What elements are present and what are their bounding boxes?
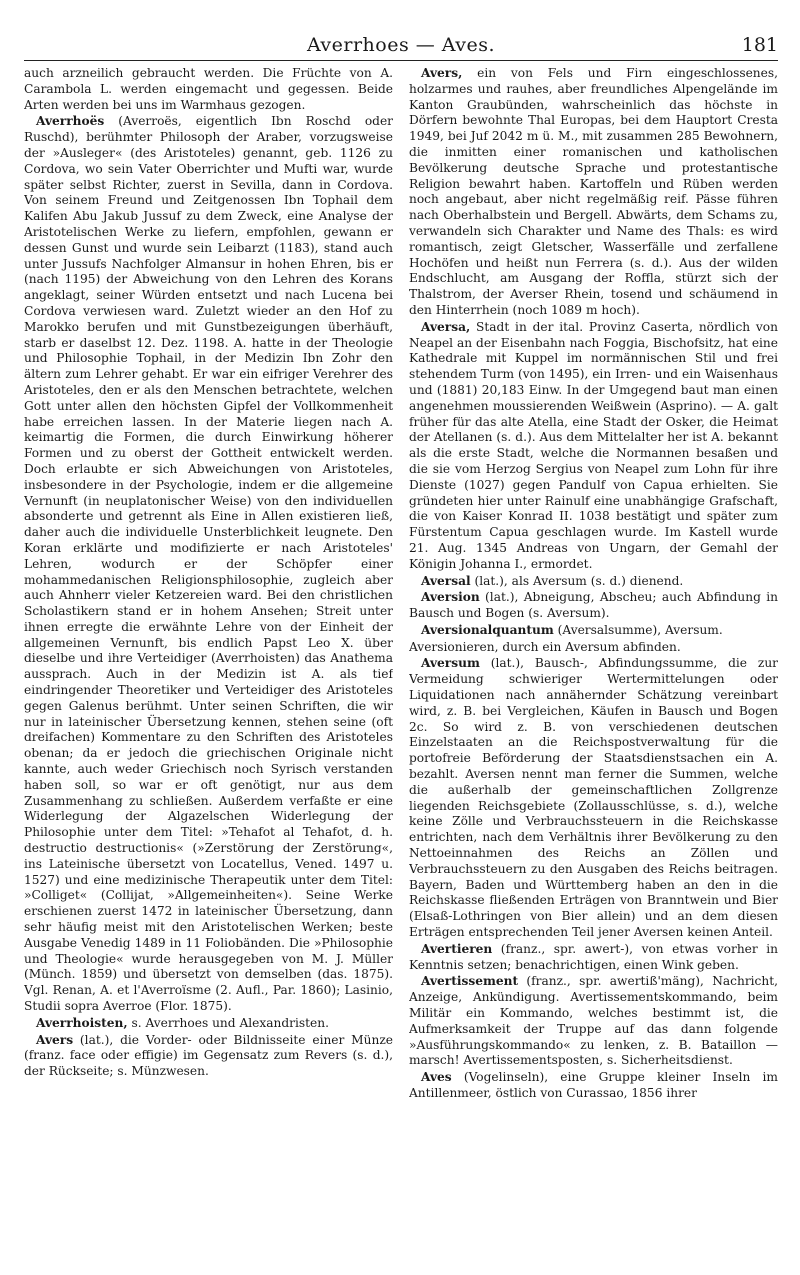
entry-headword: Aversion: [421, 590, 480, 605]
entry-text: Stadt in der ital. Provinz Caserta, nördlich von Neapel an der Eisenbahn nach Foggia, Bischofsitz, hat eine Kathedrale mit Kuppel im normännischen Stil und frei stehendem Turm (von 1495), ein Irren- und ein Waisenhaus und (1881) 20,183 Einw. In der Umgegend baut man einen angenehmen moussierenden Weißwein (Asprino). — A. galt früher für das alte Atella, eine Stadt der Osker, die Heimat der Atellanen (s. d.). Aus dem Mittelalter her ist A. bekannt als die erste Stadt, welche die Normannen besaßen und die sie vom Herzog Sergius von Neapel zum Lohn für ihre Dienste (1027) gegen Pandulf von Capua erhielten. Sie gründeten hier unter Rainulf eine unabhängige Grafschaft, die von Kaiser Konrad II. 1038 bestätigt und später zum Fürstentum Capua geschlagen wurde. Im Kastell wurde 21. Aug. 1345 Andreas von Ungarn, der Gemahl der Königin Johanna I., ermordet.: [409, 319, 778, 571]
page-number: 181: [741, 34, 778, 56]
entry-text: (lat.), als Aversum (s. d.) dienend.: [470, 573, 684, 588]
dictionary-entry: [409, 66, 778, 319]
dictionary-entry: [24, 1016, 393, 1032]
dictionary-entry: [409, 942, 778, 974]
running-header: [24, 30, 778, 61]
entry-text: (lat.), Bausch-, Abfindungssumme, die zur Vermeidung schwieriger Wertermittelungen oder Liquidationen nach annähernder Schätzung vereinbart wird, z. B. bei Vergleichen, Käufen in Bausch und Bogen 2c. So wird z. B. von verschiedenen deutschen Einzelstaaten an die Reichspostverwaltung für die portofreie Beförderung der Staatsdienstsachen ein A. bezahlt. Aversen nennt man ferner die Summen, welche die außerhalb der gemeinschaftlichen Zollgrenze liegenden Reichsgebiete (Zollausschlüsse, s. d.), welche keine Zölle und Verbrauchssteuern in die Reichskasse entrichten, nach dem Verhältnis ihrer Bevölkerung zu den Nettoeinnahmen des Reichs an Zöllen und Verbrauchssteuern zu den Ausgaben des Reichs beitragen. Bayern, Baden und Württemberg haben an den in die Reichskasse fließenden Erträgen von Branntwein und Bier (Elsaß-Lothringen von Bier allein) und an dem diesen Erträgen entsprechenden Teil jener Aversen keinen Anteil.: [409, 656, 778, 940]
entry-headword: Aversal: [421, 573, 471, 588]
entry-headword: Avers,: [421, 66, 463, 80]
dictionary-entry: [409, 574, 778, 590]
entry-text: (Aversalsumme), Aversum.: [553, 622, 723, 637]
dictionary-entry: [24, 114, 393, 1014]
entry-headword: Avertissement: [421, 974, 519, 989]
entry-text: (franz., spr. awert-), von etwas vorher in Kenntnis setzen; benachrichtigen, einen Wink geben.: [409, 941, 778, 972]
dictionary-entry: [409, 640, 778, 656]
entry-headword: Aves: [421, 1070, 452, 1085]
entry-text: (lat.), die Vorder- oder Bildnisseite einer Münze (franz. face oder effigie) im Gegensatz zum Revers (s. d.), der Rückseite; s. Münzwesen.: [24, 1032, 393, 1079]
running-title: Averrhoes — Aves.: [306, 34, 496, 56]
entry-text: auch arzneilich gebraucht werden. Die Früchte von A. Carambola L. werden eingemacht und gegessen. Beide Arten werden bei uns im Warmhaus gezogen.: [24, 66, 393, 112]
dictionary-entry: [409, 974, 778, 1069]
entry-text: (franz., spr. awertiß'mäng), Nachricht, Anzeige, Ankündigung. Avertissementskommando, beim Militär ein Kommando, welches bestimmt ist, die Aufmerksamkeit der Truppe auf das dann folgende »Ausführungskommando« zu lenken, z. B. Bataillon — marsch! Avertissementsposten, s. Sicherheitsdienst.: [409, 974, 778, 1068]
dictionary-entry: [409, 656, 778, 940]
entry-headword: Aversionalquantum: [421, 622, 554, 637]
entry-headword: Avertieren: [421, 941, 493, 956]
entry-headword: Averrhoisten,: [36, 1015, 128, 1030]
entry-text: (lat.), Abneigung, Abscheu; auch Abfindung in Bausch und Bogen (s. Aversum).: [409, 590, 778, 621]
dictionary-entry: [409, 623, 778, 639]
entry-headword: Averrhoës: [36, 114, 105, 129]
dictionary-entry: [24, 1033, 393, 1080]
entry-headword: Aversa,: [421, 319, 471, 334]
entry-text: (Averroës, eigentlich Ibn Roschd oder Ruschd), berühmter Philosoph der Araber, vorzugsweise der »Ausleger« (des Aristoteles) genannt, geb. 1126 zu Cordova, wo sein Vater Oberrichter und Mufti war, wurde später selbst Richter, zuerst in Sevilla, dann in Cordova. Von seinem Freund und Zeitgenossen Ibn Tophail dem Kalifen Abu Jakub Jussuf zu dem Zweck, eine Analyse der Aristotelischen Werke zu liefern, empfohlen, gewann er dessen Gunst und wurde sein Leibarzt (1183), stand auch unter Jussufs Nachfolger Almansur in hohen Ehren, bis er (nach 1195) der Abweichung von den Lehren des Korans angeklagt, seiner Würden entsetzt und nach Lucena bei Cordova verwiesen ward. Zuletzt wieder an den Hof zu Marokko berufen und mit Gunstbezeigungen überhäuft, starb er daselbst 12. Dez. 1198. A. hatte in der Theologie und Philosophie Tophail, in der Medizin Ibn Zohr den ältern zum Lehrer gehabt. Er war ein eifriger Verehrer des Aristoteles, den er als den Menschen betrachtete, welchen Gott unter allen den höchsten Gipfel der Vollkommenheit habe erreichen lassen. In der Materie liegen nach A. keimartig die Formen, die durch Einwirkung höherer Formen und zu oberst der Gottheit entwickelt werden. Doch erlaubte er sich Abweichungen von Aristoteles, insbesondere in der Psychologie, indem er die allgemeine Vernunft (in neuplatonischer Weise) von den individuellen absonderte und getrennt als Eine in Allen existieren ließ, daher auch die individuelle Unsterblichkeit leugnete. Den Koran erklärte und modifizierte er nach Aristoteles' Lehren, wodurch er der Schöpfer einer mohammedanischen Religionsphilosophie, zugleich aber auch Ahnherr vieler Ketzereien ward. Bei den christlichen Scholastikern stand er in hohem Ansehen; Streit unter ihnen erregte die erwähnte Lehre von der Einheit der allgemeinen Vernunft, bis endlich Papst Leo X. über dieselbe und ihre Verteidiger (Averrhoisten) das Anathema aussprach. Auch in der Medizin ist A. als tief eindringender Theoretiker und Verteidiger des Aristoteles gegen Galenus berühmt. Unter seinen Schriften, die wir nur in lateinischer Übersetzung kennen, stehen seine (oft dreifachen) Kommentare zu den Schriften des Aristoteles obenan; da er jedoch die griechischen Originale nicht kannte, auch weder Griechisch noch Syrisch verstanden haben soll, so war er oft genötigt, nur aus dem Zusammenhang zu schließen. Außerdem verfaßte er eine Widerlegung der Algazelschen Widerlegung der Philosophie unter dem Titel: »Tehafot al Tehafot, d. h. destructio destructionis« (»Zerstörung der Zerstörung«, ins Lateinische übersetzt von Locatellus, Vened. 1497 u. 1527) und eine medizinische Therapeutik unter dem Titel: »Colliget« (Collijat, »Allgemeinheiten«). Seine Werke erschienen zuerst 1472 in lateinischer Übersetzung, dann sehr häufig meist mit den Aristotelischen Werken; beste Ausgabe Venedig 1489 in 11 Foliobänden. Die »Philosophie und Theologie« wurde herausgegeben von M. J. Müller (Münch. 1859) und übersetzt von demselben (das. 1875). Vgl. Renan, A. et l'Averroïsme (2. Aufl., Par. 1860); Lasinio, Studii sopra Averroe (Flor. 1875).: [24, 114, 393, 1014]
right-column: [409, 66, 778, 1265]
text-columns: [24, 66, 778, 1265]
entry-text: s. Averrhoes und Alexandristen.: [127, 1015, 329, 1030]
left-column: [24, 66, 393, 1265]
dictionary-entry: [24, 66, 393, 113]
dictionary-entry: [409, 590, 778, 622]
entry-text: (Vogelinseln), eine Gruppe kleiner Inseln im Antillenmeer, östlich von Curassao, 1856 ihrer: [409, 1070, 778, 1100]
dictionary-entry: [409, 1070, 778, 1102]
entry-text: ein von Fels und Firn eingeschlossenes, holzarmes und rauhes, aber freundliches Alpengelände im Kanton Graubünden, wahrscheinlich das höchste in Dörfern bewohnte Thal Europas, bei dem Hauptort Cresta 1949, bei Juf 2042 m ü. M., mit zusammen 285 Bewohnern, die inmitten einer romanischen und katholischen Bevölkerung deutsche Sprache und protestantische Religion bewahrt haben. Kartoffeln und Rüben werden noch angebaut, aber nicht regelmäßig reif. Pässe führen nach Oberhalbstein und Bergell. Abwärts, dem Schams zu, verwandeln sich Charakter und Name des Thals: es wird romantisch, zeigt Gletscher, Wasserfälle und zerfallene Hochöfen und heißt nun Ferrera (s. d.). Aus der wilden Endschlucht, am Ausgang der Roffla, stürzt sich der Thalstrom, der Averser Rhein, tosend und schäumend in den Hinterrhein (noch 1089 m hoch).: [409, 66, 778, 317]
entry-headword: Avers: [36, 1032, 74, 1047]
entry-headword: Aversum: [421, 656, 480, 671]
dictionary-entry: [409, 320, 778, 573]
entry-text: Aversionieren, durch ein Aversum abfinden.: [409, 639, 681, 654]
